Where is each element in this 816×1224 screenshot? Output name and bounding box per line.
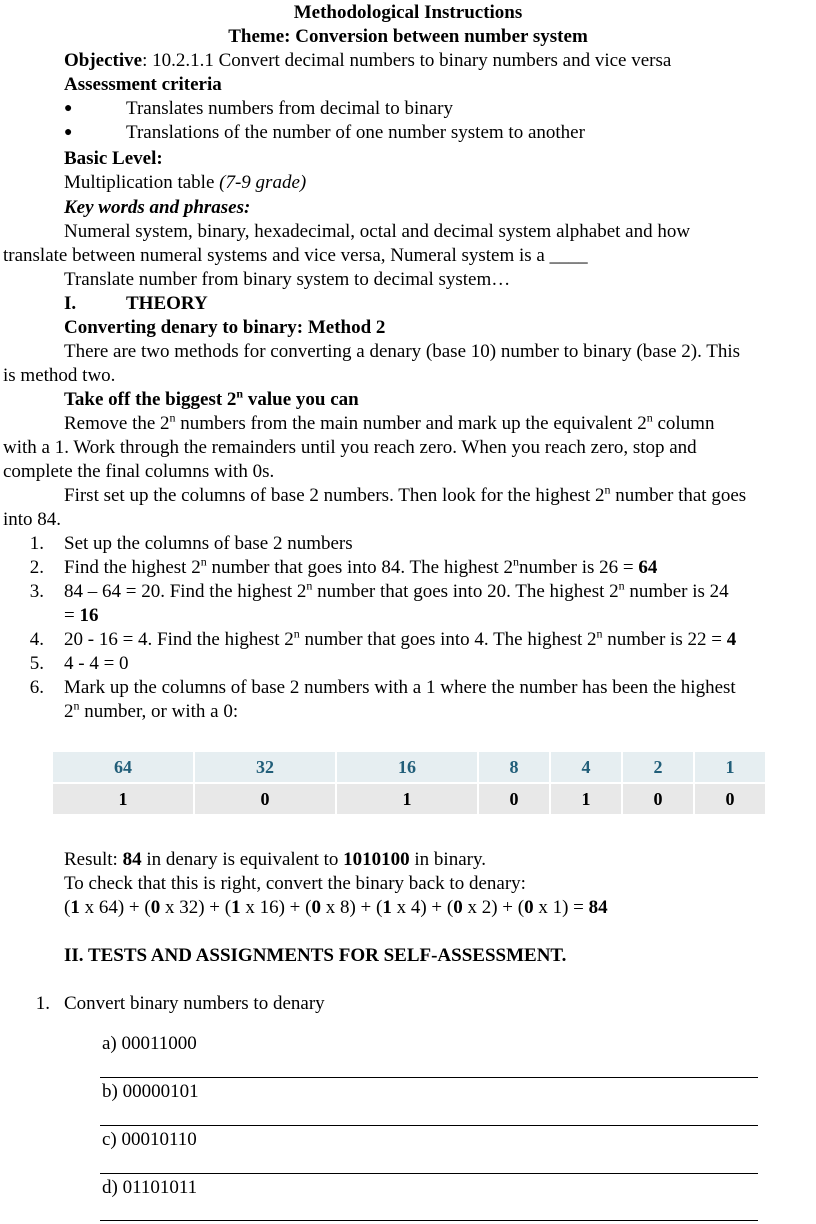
table-cell: 0: [695, 784, 765, 814]
theme-text: : Conversion between number system: [284, 26, 588, 47]
assessment-item: Translations of the number of one number system to another: [126, 122, 585, 143]
step-number: 2.: [29, 557, 44, 578]
superscript: n: [169, 410, 176, 425]
expr-part: x 2) + (: [462, 897, 525, 918]
table-header-cell: 1: [695, 752, 765, 782]
superscript: n: [604, 482, 611, 497]
superscript: n: [596, 626, 603, 641]
table-cell: 0: [623, 784, 693, 814]
method-heading: Converting denary to binary: Method 2: [64, 317, 386, 338]
keywords-line: Translate number from binary system to decimal system…: [64, 269, 511, 290]
result-part: Result:: [64, 849, 123, 870]
expr-part: x 8) + (: [320, 897, 383, 918]
superscript: n: [200, 554, 207, 569]
step-number: 3.: [29, 581, 44, 602]
remove-line: [64, 412, 714, 436]
step-text: Mark up the columns of base 2 numbers with a 1 where the number has been the highest: [64, 677, 736, 698]
step-part: 2: [64, 701, 74, 722]
step-text: [64, 580, 729, 604]
question-number: 1.: [35, 993, 50, 1014]
table-header-cell: 8: [479, 752, 549, 782]
basic-level-line: [64, 171, 306, 195]
objective-text: : 10.2.1.1 Convert decimal numbers to binary numbers and vice versa: [142, 50, 672, 71]
remove-text: Remove the 2: [64, 413, 170, 434]
basic-level-text: Multiplication table: [64, 172, 220, 193]
expr-part: x 32) + (: [160, 897, 232, 918]
step-answer: 64: [638, 557, 658, 578]
objective-label: Objective: [64, 50, 143, 71]
step-part: 84 – 64 = 20. Find the highest 2: [64, 581, 307, 602]
step-part: number, or with a 0:: [79, 701, 239, 722]
answer-line[interactable]: [100, 1077, 758, 1078]
result-value: 1010100: [343, 849, 410, 870]
first-text: First set up the columns of base 2 numbers. Then look for the highest 2: [64, 485, 605, 506]
step-text: 4 - 4 = 0: [64, 653, 129, 674]
table-row: [53, 784, 765, 814]
first-line: [64, 484, 746, 508]
theory-heading: THEORY: [126, 293, 208, 314]
expr-bit: 0: [524, 897, 534, 918]
bullet-icon: ●: [64, 125, 73, 140]
result-line: [64, 848, 486, 872]
step-part: number that goes into 84. The highest 2: [206, 557, 513, 578]
table-cell: 1: [53, 784, 193, 814]
exercise-item: a) 00011000: [102, 1033, 197, 1054]
superscript: n: [618, 578, 625, 593]
expr-bit: 0: [311, 897, 321, 918]
intro-line: is method two.: [3, 365, 116, 386]
tests-heading: II. TESTS AND ASSIGNMENTS FOR SELF-ASSESSMENT.: [64, 945, 567, 966]
step-answer: 4: [726, 629, 737, 650]
expr-bit: 1: [231, 897, 241, 918]
result-part: in binary.: [409, 849, 486, 870]
remove-text: numbers from the main number and mark up the equivalent 2: [175, 413, 647, 434]
expr-bit: 0: [453, 897, 463, 918]
step-number: 1.: [29, 533, 44, 554]
step-part: 20 - 16 = 4. Find the highest 2: [64, 629, 294, 650]
superscript: n: [512, 554, 519, 569]
result-part: in denary is equivalent to: [141, 849, 344, 870]
superscript: n: [73, 698, 80, 713]
bullet-icon: ●: [64, 101, 73, 116]
step-part: number is 24: [624, 581, 729, 602]
expr-part: x 4) + (: [391, 897, 454, 918]
remove-line: with a 1. Work through the remainders until you reach zero. When you reach zero, stop and: [3, 437, 697, 458]
expr-bit: 1: [382, 897, 392, 918]
result-value: 84: [122, 849, 142, 870]
step-part: number that goes into 20. The highest 2: [312, 581, 619, 602]
assessment-item: Translates numbers from decimal to binary: [126, 98, 453, 119]
answer-line[interactable]: [100, 1220, 758, 1221]
intro-line: There are two methods for converting a denary (base 10) number to binary (base 2). This: [64, 341, 741, 362]
theme-label: Theme: [228, 26, 285, 47]
keywords-line: Numeral system, binary, hexadecimal, octal and decimal system alphabet and how: [64, 221, 691, 242]
table-cell: 1: [337, 784, 477, 814]
superscript: n: [646, 410, 653, 425]
table-row: [53, 752, 765, 782]
remove-line: complete the final columns with 0s.: [3, 461, 275, 482]
expr-part: x 16) + (: [240, 897, 312, 918]
answer-line[interactable]: [100, 1173, 758, 1174]
expr-part: x 64) + (: [79, 897, 151, 918]
check-line: To check that this is right, convert the binary back to denary:: [64, 873, 526, 894]
binary-columns-table: [51, 750, 767, 816]
answer-line[interactable]: [100, 1125, 758, 1126]
step-text: [64, 628, 736, 652]
table-header-cell: 4: [551, 752, 621, 782]
check-expression: [64, 896, 608, 920]
table-header-cell: 32: [195, 752, 335, 782]
exercise-item: c) 00010110: [102, 1129, 197, 1150]
expr-bit: 1: [70, 897, 80, 918]
question-text: Convert binary numbers to denary: [64, 993, 325, 1014]
step-text: Set up the columns of base 2 numbers: [64, 533, 353, 554]
sub-heading-text: Take off the biggest 2: [64, 389, 237, 410]
superscript: n: [293, 626, 300, 641]
keywords-line: translate between numeral systems and vice versa, Numeral system is a ____: [3, 245, 588, 266]
table-header-cell: 16: [337, 752, 477, 782]
superscript: n: [236, 386, 244, 401]
superscript: n: [306, 578, 313, 593]
first-text: number that goes: [610, 485, 747, 506]
sub-heading-text: value you can: [243, 389, 359, 410]
step-text: [64, 700, 238, 724]
document-title: Methodological Instructions: [293, 2, 523, 23]
step-number: 6.: [29, 677, 44, 698]
step-part: number that goes into 4. The highest 2: [299, 629, 597, 650]
table-header-cell: 64: [53, 752, 193, 782]
table-cell: 1: [551, 784, 621, 814]
keywords-heading: Key words and phrases:: [64, 197, 251, 218]
assessment-heading: Assessment criteria: [64, 74, 222, 95]
basic-level-heading: Basic Level:: [64, 148, 163, 169]
first-line: into 84.: [3, 509, 62, 530]
theme-line: [0, 25, 816, 49]
step-number: 4.: [29, 629, 44, 650]
expr-result: 84: [588, 897, 608, 918]
section-numeral: I.: [64, 293, 77, 314]
step-part: number is 22 =: [602, 629, 727, 650]
table-header-cell: 2: [623, 752, 693, 782]
expr-part: x 1) =: [533, 897, 589, 918]
step-text: [64, 604, 98, 628]
step-part: Find the highest 2: [64, 557, 201, 578]
exercise-item: d) 01101011: [102, 1177, 198, 1198]
step-text: [64, 556, 657, 580]
step-part: =: [64, 605, 80, 626]
table-cell: 0: [479, 784, 549, 814]
objective-line: [64, 49, 671, 73]
expr-bit: 0: [150, 897, 161, 918]
expr-part: (: [64, 897, 71, 918]
table-cell: 0: [195, 784, 335, 814]
remove-text: column: [652, 413, 715, 434]
sub-heading: [64, 388, 359, 412]
exercise-item: b) 00000101: [102, 1081, 199, 1102]
step-part: number is 26 =: [518, 557, 639, 578]
basic-level-grade: (7-9 grade): [219, 172, 307, 193]
step-answer: 16: [79, 605, 99, 626]
step-number: 5.: [29, 653, 44, 674]
